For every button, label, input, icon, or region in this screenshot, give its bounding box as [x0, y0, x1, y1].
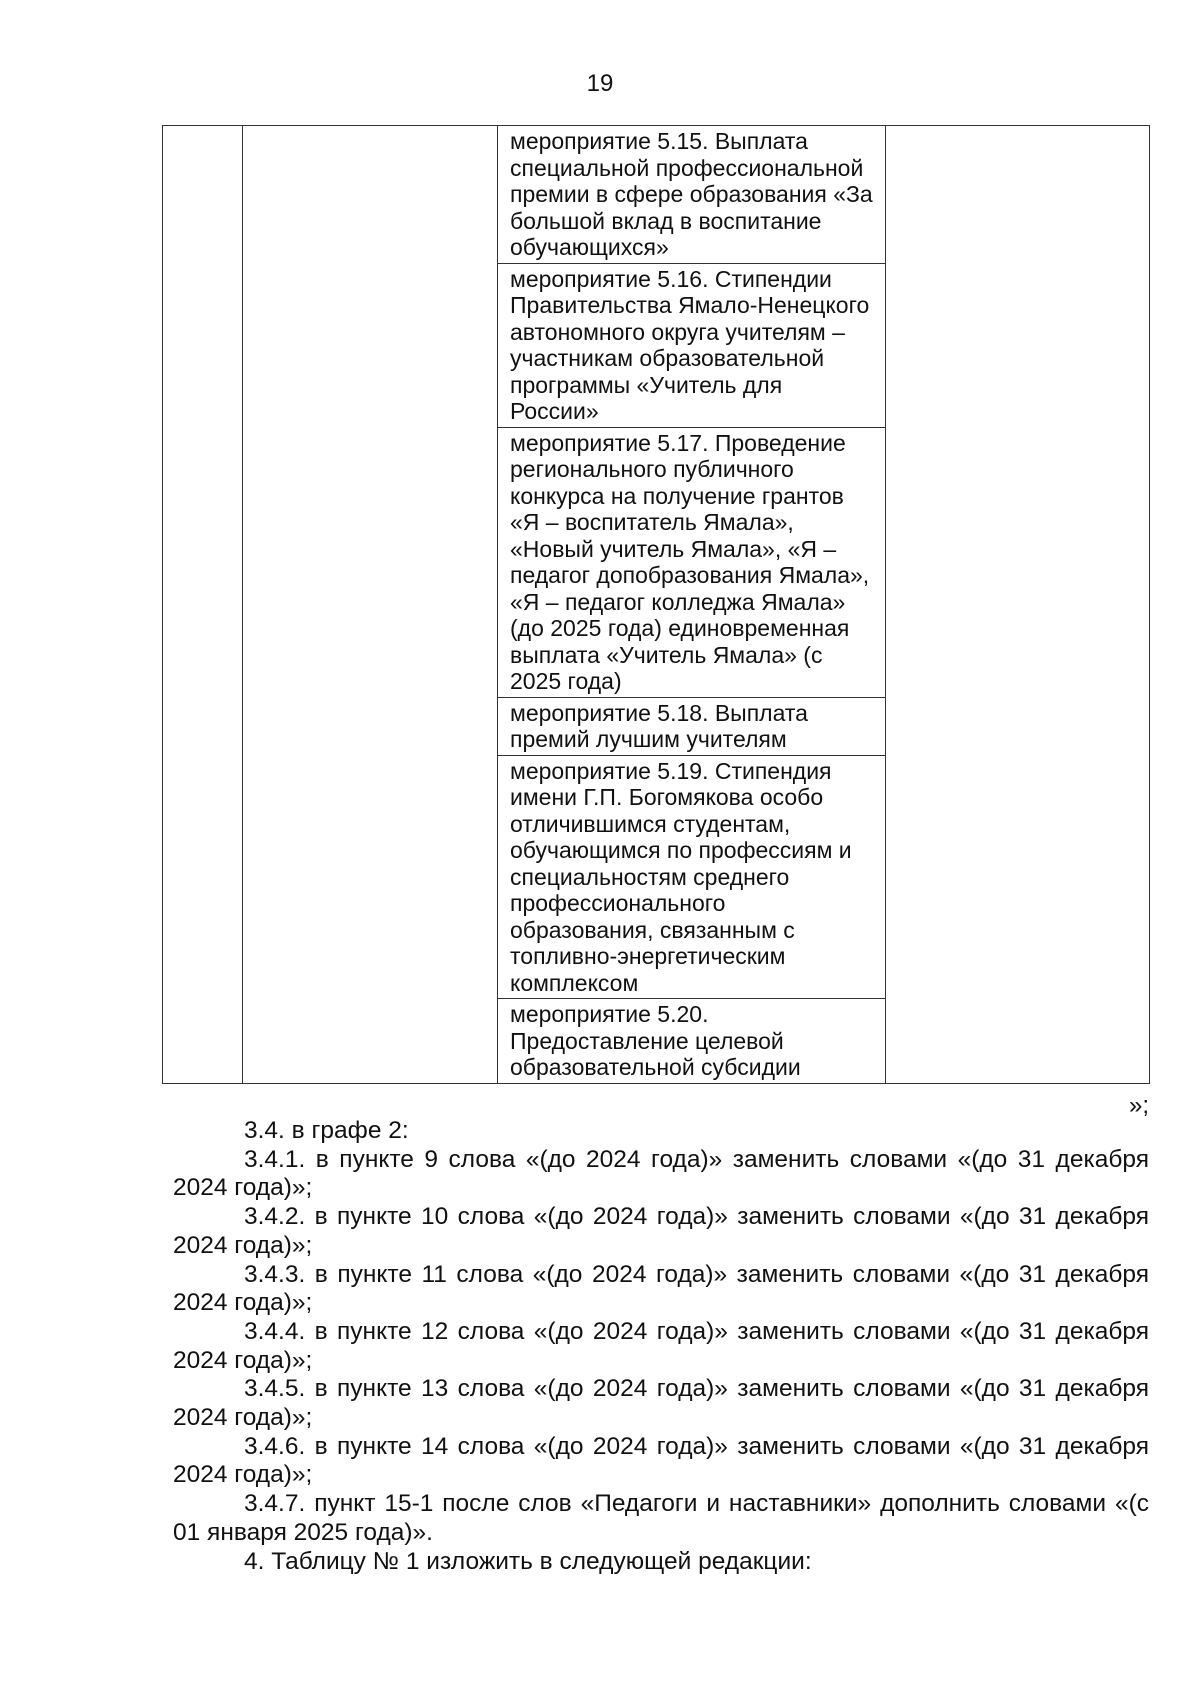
table-cell-result	[886, 126, 1150, 1084]
table-cell-measure: мероприятие 5.17. Проведение регионального публичного конкурса на получение грантов «Я – воспитатель Ямала», «Новый учитель Ямала», «Я – педагог допобразования Ямала», «Я – педагог колледжа Ямала» (до 2025 года) единовременная выплата «Учитель Ямала» (с 2025 года)	[498, 427, 886, 697]
table-cell-measure: мероприятие 5.15. Выплата специальной профессиональной премии в сфере образования «За большой вклад в воспитание обучающихся»	[498, 126, 886, 264]
table-cell-program	[243, 126, 498, 1084]
paragraph: 3.4.5. в пункте 13 слова «(до 2024 года)» заменить словами «(до 31 декабря 2024 года)»;	[173, 1375, 1149, 1432]
page-number: 19	[586, 70, 614, 97]
paragraph: 3.4.1. в пункте 9 слова «(до 2024 года)» заменить словами «(до 31 декабря 2024 года)»;	[173, 1145, 1149, 1202]
table-cell-measure: мероприятие 5.19. Стипендия имени Г.П. Богомякова особо отличившимся студентам, обучающимся по профессиям и специальностям среднего профессионального образования, связанным с топливно-энергетическим комплексом	[498, 755, 886, 999]
table-cell-measure: мероприятие 5.16. Стипендии Правительства Ямало-Ненецкого автономного округа учителям – участникам образовательной программы «Учитель для России»	[498, 263, 886, 427]
table-cell-measure: мероприятие 5.20. Предоставление целевой образовательной субсидии	[498, 999, 886, 1084]
table-cell-measure: мероприятие 5.18. Выплата премий лучшим учителям	[498, 697, 886, 755]
paragraph: 3.4.2. в пункте 10 слова «(до 2024 года)» заменить словами «(до 31 декабря 2024 года)»;	[173, 1203, 1149, 1259]
paragraph: 4. Таблицу № 1 изложить в следующей редакции:	[244, 1547, 812, 1575]
amendment-text	[173, 1117, 1149, 1576]
paragraph: 3.4.3. в пункте 11 слова «(до 2024 года)» заменить словами «(до 31 декабря 2024 года)»;	[173, 1260, 1149, 1317]
closing-quote: »;	[1128, 1092, 1149, 1119]
paragraph: 3.4.7. пункт 15-1 после слов «Педагоги и наставники» дополнить словами «(с 01 января 2025 года)».	[173, 1490, 1149, 1546]
paragraph: 3.4. в графе 2:	[244, 1117, 409, 1144]
measures-table	[162, 125, 1150, 1084]
paragraph: 3.4.6. в пункте 14 слова «(до 2024 года)» заменить словами «(до 31 декабря 2024 года)»;	[173, 1432, 1149, 1489]
table-row	[163, 126, 1150, 264]
paragraph: 3.4.4. в пункте 12 слова «(до 2024 года)» заменить словами «(до 31 декабря 2024 года)»;	[173, 1317, 1149, 1374]
table-cell-number	[163, 126, 243, 1084]
